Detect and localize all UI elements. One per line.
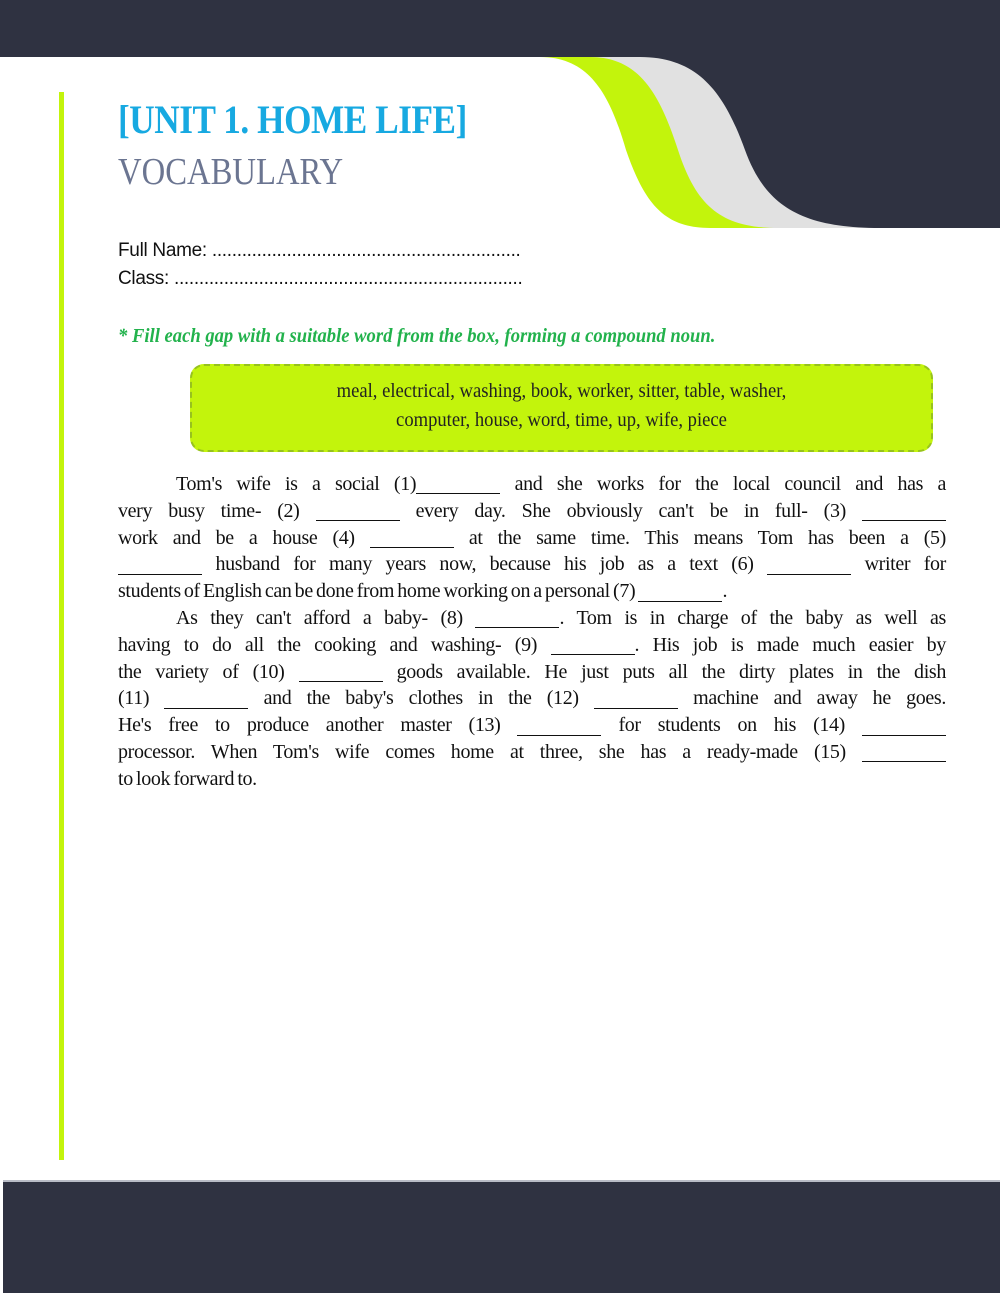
passage-text: As they can't afford a baby- (8)	[176, 606, 476, 629]
gap-input-5[interactable]	[118, 556, 202, 575]
passage-text: students of English can be done from home working on a personal (7)	[118, 580, 639, 603]
passage-text: and the baby's clothes in the (12)	[248, 687, 594, 710]
passage-text: and she works for the local council and has a	[500, 473, 946, 495]
passage-text: machine and away he goes.	[677, 687, 946, 710]
passage-line	[118, 551, 946, 578]
gap-input-6[interactable]	[767, 556, 851, 575]
passage-text: .	[722, 580, 728, 603]
footer-band	[3, 1180, 1000, 1293]
word-box-line-1: meal, electrical, washing, book, worker, sitter, table, washer,	[336, 380, 787, 402]
passage-text: . Tom is in charge of the baby as well as	[559, 606, 946, 629]
passage-text: (11)	[118, 687, 165, 710]
page-title: [UNIT 1. HOME LIFE]	[118, 97, 467, 142]
passage-line	[118, 498, 946, 525]
passage-line	[118, 525, 946, 552]
passage-text: the variety of (10)	[118, 660, 299, 683]
passage-text: at the same time. This means Tom has been a (5)	[453, 526, 946, 549]
passage-line	[118, 578, 946, 605]
gap-input-8[interactable]	[475, 609, 559, 628]
passage-line	[118, 739, 946, 766]
passage-text: . His job is made much easier by	[634, 633, 946, 656]
full-name-field[interactable]: Full Name: ..............................................................	[118, 240, 521, 261]
word-box-line-2: computer, house, word, time, up, wife, piece	[396, 409, 727, 431]
passage-text: processor. When Tom's wife comes home at three, she has a ready-made (15)	[118, 740, 862, 763]
passage-line	[118, 712, 946, 739]
gap-input-1[interactable]	[416, 475, 500, 494]
gap-input-9[interactable]	[551, 636, 635, 655]
passage-text: goods available. He just puts all the dirty plates in the dish	[382, 660, 946, 683]
passage	[118, 471, 946, 793]
passage-text: husband for many years now, because his job as a text (6)	[202, 553, 768, 576]
instruction-text: * Fill each gap with a suitable word from the box, forming a compound noun.	[118, 325, 716, 347]
gap-input-14[interactable]	[862, 717, 946, 736]
class-field[interactable]: Class: ......................................................................	[118, 268, 523, 289]
gap-input-11[interactable]	[164, 690, 248, 709]
passage-line	[118, 605, 946, 632]
passage-line	[118, 766, 946, 793]
gap-input-4[interactable]	[370, 529, 454, 548]
page-subtitle: VOCABULARY	[118, 151, 344, 193]
left-accent-bar	[59, 92, 64, 1160]
passage-line	[118, 632, 946, 659]
passage-text: He's free to produce another master (13)	[118, 714, 518, 737]
passage-text: work and be a house (4)	[118, 526, 370, 549]
passage-line	[118, 471, 946, 498]
passage-text: every day. She obviously can't be in full- (3)	[399, 499, 862, 522]
gap-input-7[interactable]	[638, 583, 722, 602]
passage-text: very busy time- (2)	[118, 499, 316, 522]
passage-text: to look forward to.	[118, 767, 257, 790]
word-box	[190, 364, 933, 452]
gap-input-10[interactable]	[299, 663, 383, 682]
gap-input-12[interactable]	[594, 690, 678, 709]
gap-input-13[interactable]	[517, 717, 601, 736]
passage-text: for students on his (14)	[601, 714, 862, 737]
gap-input-2[interactable]	[316, 502, 400, 521]
passage-text: writer for	[851, 553, 946, 576]
passage-line	[118, 659, 946, 686]
gap-input-15[interactable]	[862, 743, 946, 762]
gap-input-3[interactable]	[862, 502, 946, 521]
passage-line	[118, 685, 946, 712]
passage-text: having to do all the cooking and washing- (9)	[118, 633, 551, 656]
passage-text: Tom's wife is a social (1)	[176, 473, 417, 495]
